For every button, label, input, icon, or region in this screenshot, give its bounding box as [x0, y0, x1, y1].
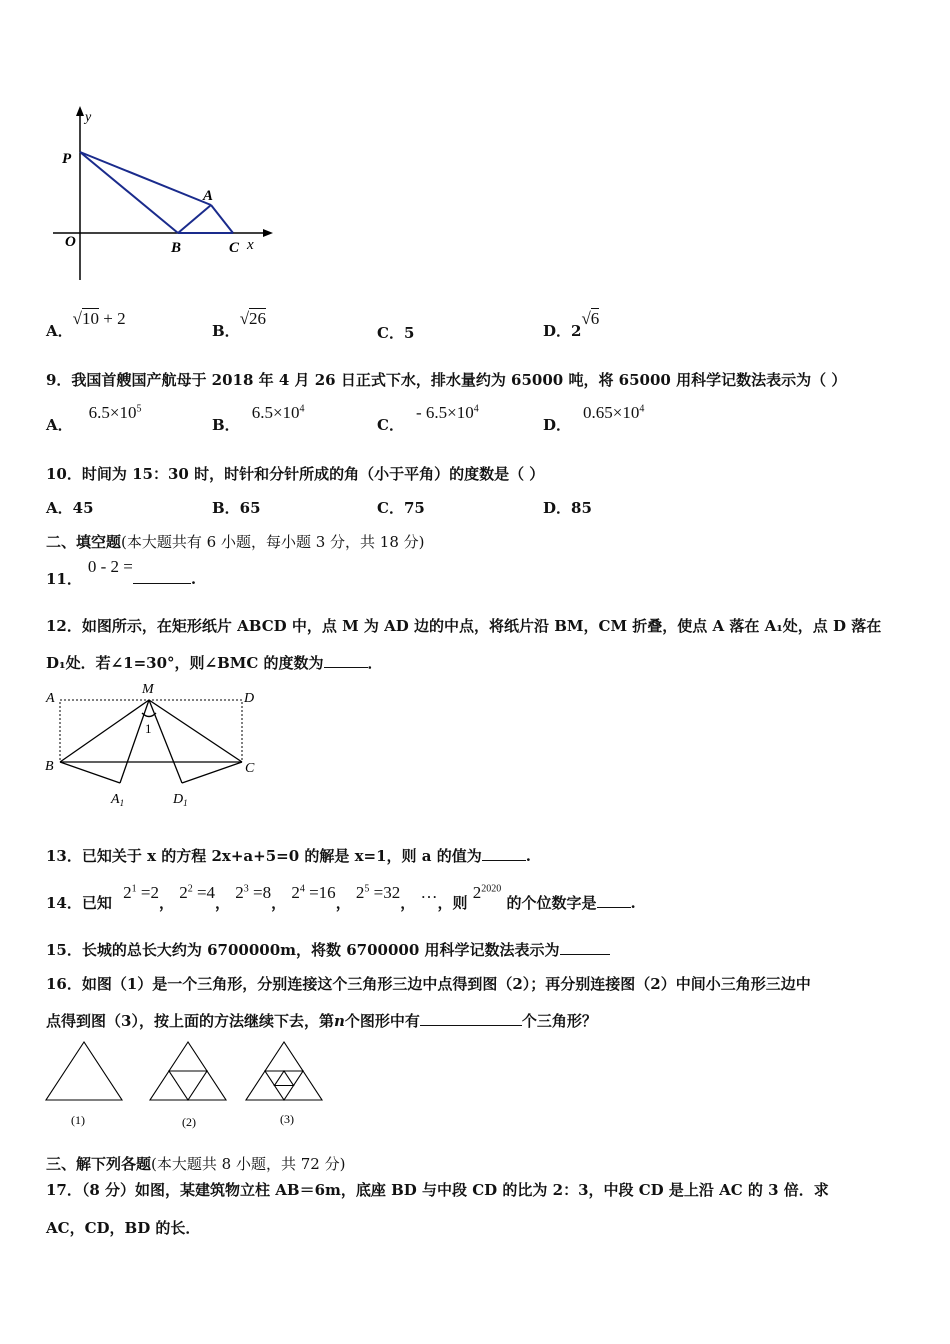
answer-blank [560, 940, 610, 955]
fig2-label-a: A [46, 691, 55, 706]
fig2-label-a1: $A_1$ [111, 792, 125, 808]
point-a-label: A [203, 188, 214, 204]
q10-option-c: C．75 [377, 499, 425, 517]
answer-blank [133, 569, 191, 584]
option-base: 6.5×10 [88, 403, 137, 422]
punctuation: . [190, 570, 197, 588]
question-text: 个图形中有 [344, 1012, 420, 1030]
option-label: C． [377, 416, 404, 434]
axis-y-label: y [85, 110, 92, 125]
option-label: B． [212, 322, 240, 340]
power-result: =16 [304, 883, 336, 902]
q8-option-c: C．5 [377, 324, 415, 342]
section2-heading [46, 531, 425, 552]
question-text: 15．长城的总长大约为 6700000m，将数 6700000 用科学记数法表示为 [46, 941, 560, 959]
radicand: 26 [249, 309, 267, 328]
punctuation: . [525, 847, 531, 865]
q9-stem: 9．我国首艘国产航母于 2018 年 4 月 26 日正式下水，排水量约为 65000 吨，将 65000 用科学记数法表示为（ ） [46, 371, 847, 389]
power-exponent: 2 [187, 883, 193, 895]
power-base: 2 [472, 883, 482, 902]
option-suffix: + 2 [103, 309, 126, 328]
fig2-label-m: M [142, 682, 154, 697]
q12-line2 [46, 652, 383, 673]
power-base: 2 [123, 883, 132, 902]
question-text: 13．已知关于 x 的方程 2x+a+5=0 的解是 x=1，则 a 的值为 [46, 847, 482, 865]
math-expression: 0 - 2 = [87, 557, 133, 576]
power-exponent: 1 [131, 883, 137, 895]
power-exponent: 5 [364, 883, 370, 895]
power-result: =32 [369, 883, 401, 902]
option-exponent: 4 [299, 403, 305, 415]
q11 [46, 557, 197, 589]
punctuation: . [630, 894, 636, 912]
power-exponent: 3 [243, 883, 249, 895]
q16-line2 [46, 1010, 597, 1031]
q13 [46, 845, 531, 866]
power-base: 2 [179, 883, 188, 902]
fig2-angle-label: 1 [145, 721, 152, 736]
answer-blank [597, 893, 631, 908]
section3-heading [46, 1153, 345, 1174]
q8-option-d: D．2√6 [543, 309, 600, 340]
power-base: 2 [235, 883, 244, 902]
variable-n: n [333, 1012, 345, 1030]
fig2-label-d1: $D_1$ [173, 792, 188, 808]
question-text: 的个位数字是 [506, 894, 597, 912]
figure-caption-2: (2) [182, 1115, 196, 1129]
option-exponent: 4 [473, 403, 479, 415]
power-base: 2 [355, 883, 365, 902]
power-exponent: 2020 [481, 883, 502, 895]
power-base: 2 [291, 883, 300, 902]
option-base: 0.65×10 [583, 403, 640, 422]
answer-blank [324, 653, 368, 668]
answer-blank [420, 1011, 522, 1026]
figure-caption-3: (3) [280, 1112, 294, 1126]
option-label: A． [46, 322, 73, 340]
coordinate-figure [45, 100, 275, 290]
question-text: 个三角形？ [521, 1012, 597, 1030]
q10-stem: 10．时间为 15：30 时，时针和分针所成的角（小于平角）的度数是（ ） [46, 465, 545, 483]
q12-line1: 12．如图所示，在矩形纸片 ABCD 中，点 M 为 AD 边的中点，将纸片沿 BM，CM 折叠，使点 A 落在 A₁处，点 D 落在 [46, 617, 882, 635]
ellipsis: … [420, 883, 438, 902]
option-base: - 6.5×10 [415, 403, 474, 422]
point-b-label: B [171, 240, 182, 256]
question-text: 点得到图（3），按上面的方法继续下去，第 [46, 1012, 334, 1030]
option-exponent: 4 [639, 403, 645, 415]
q16-line1: 16．如图（1）是一个三角形，分别连接这个三角形三边中点得到图（2）；再分别连接图（2）中间小三角形三边中 [46, 975, 811, 993]
radicand: 10 [81, 309, 99, 328]
radicand: 6 [590, 309, 600, 328]
option-base: 6.5×10 [251, 403, 300, 422]
point-c-label: C [229, 240, 240, 256]
figure-caption-1: (1) [71, 1113, 85, 1127]
option-label: D．2 [543, 322, 582, 340]
q8-option-a: A．√10 + 2 [46, 309, 126, 340]
triangle-sequence-figure [40, 1038, 340, 1133]
section-desc: (本大题共 8 小题，共 72 分) [151, 1155, 346, 1173]
q15 [46, 939, 610, 960]
section-title: 二、填空题 [46, 533, 122, 551]
q10-option-d: D．85 [543, 499, 592, 517]
origin-label: O [65, 234, 76, 250]
fig2-label-b: B [45, 759, 54, 774]
question-number: 11． [46, 570, 82, 588]
question-number: 14．已知 [46, 894, 112, 912]
option-exponent: 5 [136, 403, 142, 415]
power-exponent: 4 [299, 883, 305, 895]
section-title: 三、解下列各题 [46, 1155, 152, 1173]
question-text: ，则 [437, 894, 468, 912]
question-text: D₁处．若∠1=30°，则∠BMC 的度数为 [46, 654, 324, 672]
section-desc: (本大题共有 6 小题，每小题 3 分，共 18 分) [121, 533, 425, 551]
fig2-label-d: D [244, 691, 255, 706]
q8-option-b: B．√26 [212, 309, 267, 340]
power-result: =4 [192, 883, 216, 902]
q10-option-a: A．45 [46, 499, 94, 517]
option-label: B． [212, 416, 240, 434]
option-label: A． [46, 416, 73, 434]
q14: 14．已知 $2^1 =2$， $2^2 =4$， $2^3 =8$， $2^4 =16$， $2^5 =32$， …，则 $2^{2020}$ 的个位数字是 . [46, 883, 636, 912]
q17-line1: 17．（8 分）如图，某建筑物立柱 AB＝6m，底座 BD 与中段 CD 的比为 2：3，中段 CD 是上沿 AC 的 3 倍．求 [46, 1181, 829, 1199]
point-p-label: P [62, 151, 72, 167]
power-result: =2 [136, 883, 159, 902]
folding-figure [42, 680, 272, 810]
punctuation: ． [367, 654, 383, 672]
q10-option-b: B．65 [212, 499, 261, 517]
fig2-label-c: C [245, 761, 255, 776]
axis-x-label: x [247, 237, 254, 253]
answer-blank [482, 846, 526, 861]
option-label: D． [543, 416, 572, 434]
power-result: =8 [248, 883, 272, 902]
q17-line2: AC，CD，BD 的长． [46, 1219, 201, 1237]
